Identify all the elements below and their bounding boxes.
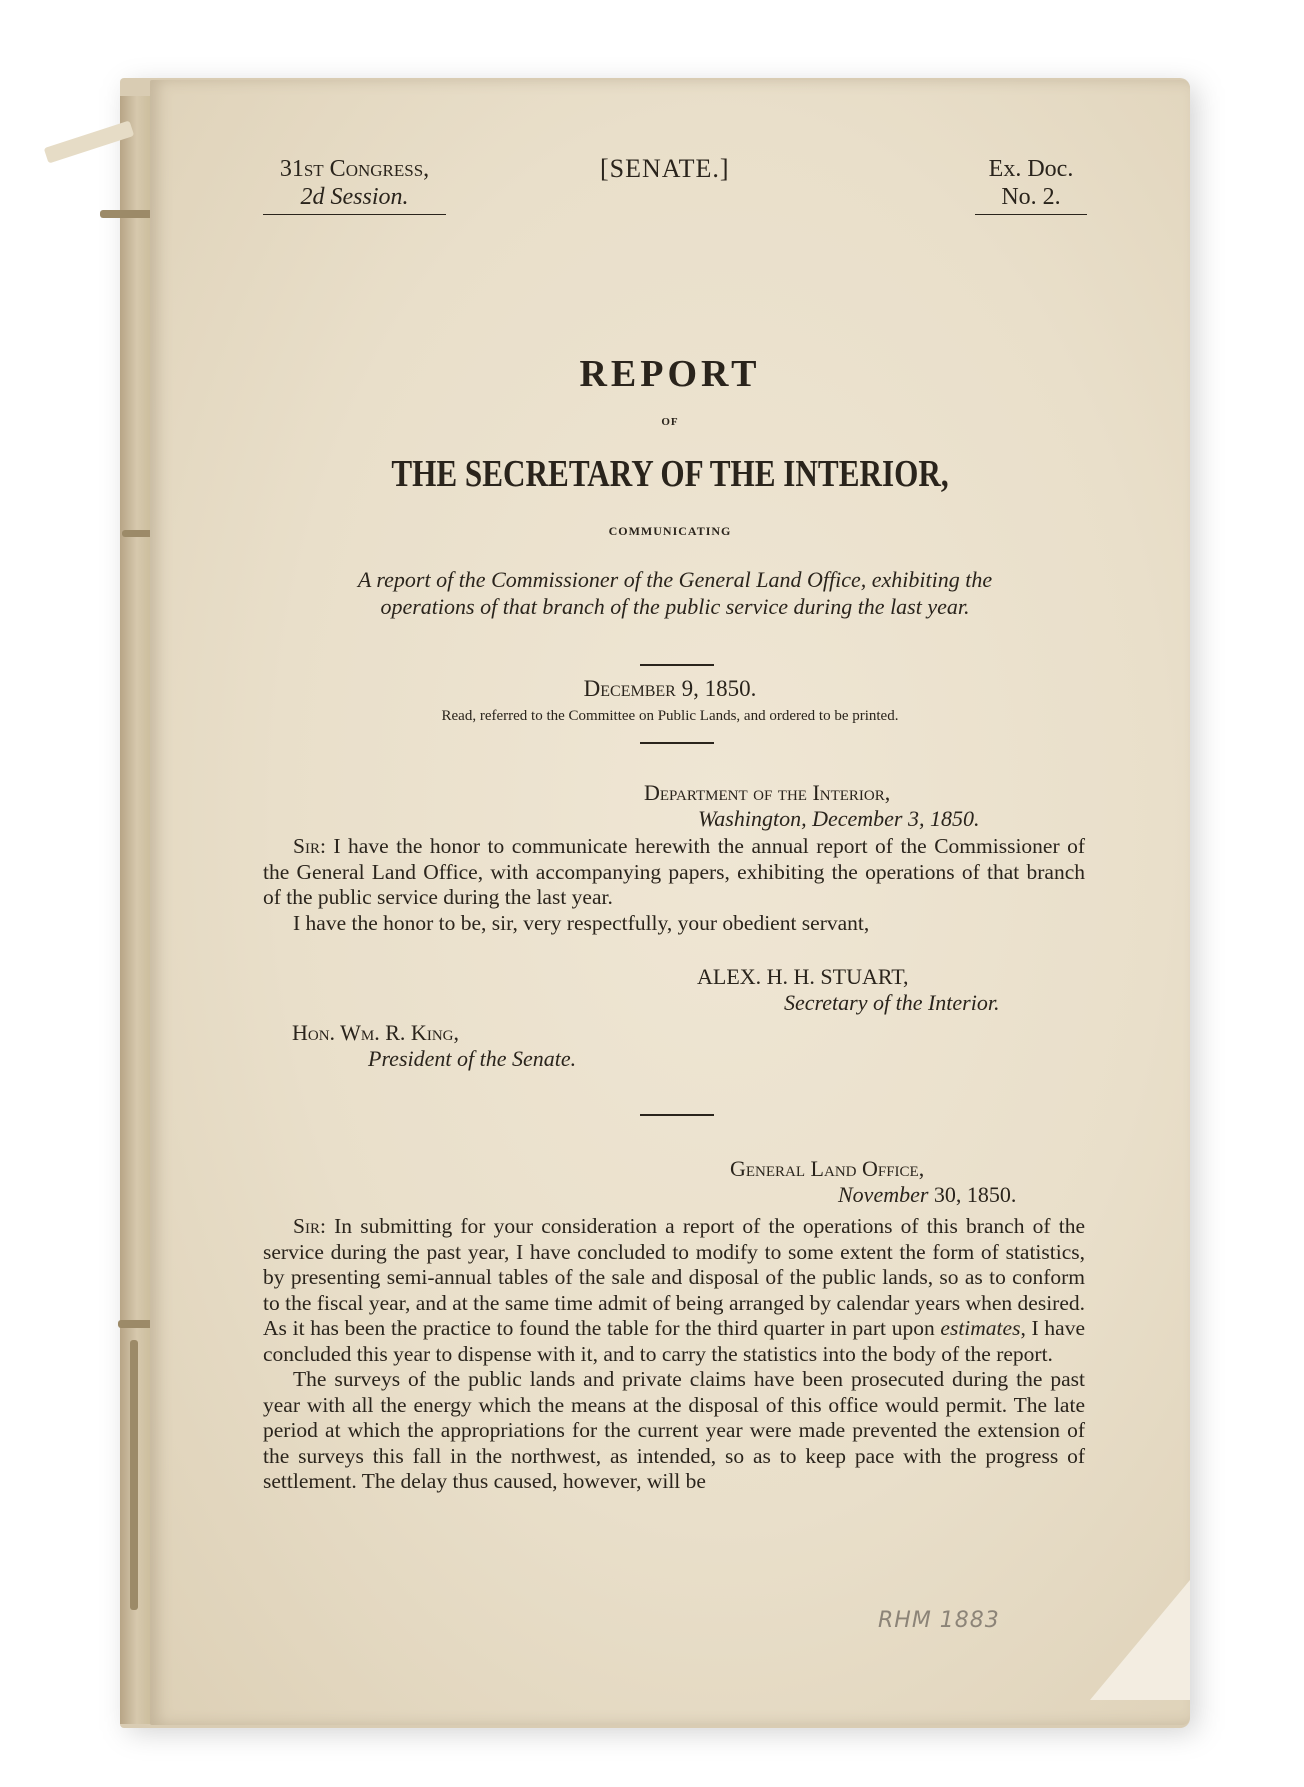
letter2-para2: The surveys of the public lands and private claims have been prosecuted during the past year with all the energy which the means at the disposal of this office would permit. The late period at which the appropriations for the current year were made prevented the extension of the surveys this fall in the northwest, as intended, so as to keep pace with the progress of settlement. The delay thus caused, however, will be — [263, 1367, 1085, 1493]
letter2-body — [263, 1214, 1085, 1495]
subtitle-line1: A report of the Commissioner of the General Land Office, exhibiting the — [357, 567, 993, 592]
letter2-para1-a: In submitting for your consideration a report of the operations of this branch of the service during the past year, I have concluded to modify to some extent the form of statistics, by presenting semi-annual tables of the sale and disposal of the public lands, so as to conform to the fiscal year, and at the same time admit of being arranged by calendar years when desired. As it has been the practice to found the table for the third quarter in part upon — [263, 1214, 1086, 1340]
letter1-closing: I have the honor to be, sir, very respectfully, your obedient servant, — [293, 910, 870, 935]
header-congress-session — [263, 155, 446, 215]
letter1-place-date — [698, 806, 980, 832]
title-communicating: COMMUNICATING — [608, 524, 732, 538]
letter2-para1-b: , I have concluded this year to dispense with it, and to carry the statistics into the body of the report. — [263, 1316, 1086, 1366]
letter2-date-month: November — [838, 1182, 929, 1207]
letter2-salutation: Sir: — [293, 1214, 326, 1238]
subtitle-line2: operations of that branch of the public service during the last year. — [380, 594, 970, 619]
letter1-addressee: Hon. Wm. R. King, — [292, 1020, 459, 1045]
date: December 9, 1850. — [583, 676, 757, 701]
letter1-place: Washington, — [698, 806, 807, 831]
letter1-salutation: Sir: — [293, 834, 326, 858]
header-doc-type: Ex. Doc. — [988, 156, 1074, 182]
title-secretary: THE SECRETARY OF THE INTERIOR, — [391, 453, 949, 495]
title-of: OF — [661, 416, 679, 428]
header-doc-number: No. 2. — [1001, 184, 1061, 210]
letter1-signer-title: Secretary of the Interior. — [784, 990, 1000, 1015]
header-chamber: [SENATE.] — [600, 154, 730, 183]
read-referred-note: Read, referred to the Committee on Public Lands, and ordered to be printed. — [441, 708, 899, 724]
letter2-date-rest: 30, 1850. — [933, 1182, 1017, 1207]
header-doc — [975, 155, 1087, 215]
letter1-department: Department of the Interior, — [644, 780, 891, 805]
header-session: 2d Session. — [300, 184, 409, 210]
rule-between-letters — [640, 1114, 714, 1116]
letter1-body — [263, 834, 1085, 936]
letter2-date — [838, 1182, 1016, 1208]
letter1-signer: ALEX. H. H. STUART, — [697, 964, 909, 989]
folded-corner — [1090, 1580, 1190, 1700]
title-report: REPORT — [579, 353, 761, 395]
rule-before-date — [640, 664, 714, 666]
binding-string-tail — [130, 1340, 138, 1610]
letter2-para1-em: estimates — [940, 1316, 1021, 1340]
pencil-annotation: RHM 1883 — [878, 1608, 1000, 1633]
letter1-date: December 3, 1850. — [812, 806, 980, 831]
subtitle — [263, 566, 1087, 620]
rule-after-date — [640, 742, 714, 744]
header-congress: 31st Congress, — [279, 156, 430, 182]
header-left-rule — [263, 214, 446, 215]
letter1-body-text: I have the honor to communicate herewith the annual report of the Commissioner of the General Land Office, with accompanying papers, exhibiting the operations of that branch of the public service during the last year. — [263, 834, 1086, 909]
header-right-rule — [975, 214, 1087, 215]
letter1-addressee-title: President of the Senate. — [368, 1046, 577, 1071]
letter2-office: General Land Office, — [730, 1156, 925, 1181]
